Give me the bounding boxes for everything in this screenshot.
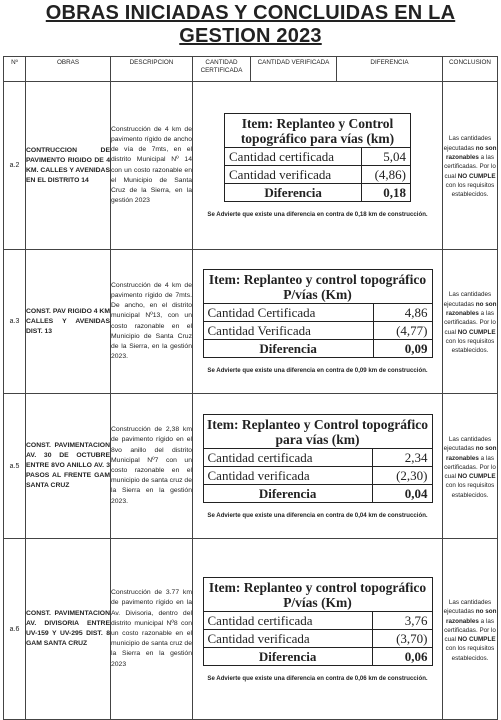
table-row bbox=[4, 82, 498, 250]
conclusion-text-b: no son razonables bbox=[446, 445, 497, 462]
header-obras: OBRAS bbox=[26, 57, 111, 82]
item-quantities bbox=[225, 147, 410, 201]
obra-description: Construcción de 4 km de pavimento rígido de ancho de vía de 7mts, en el distrito Municipal Nº 14 con un costo razonable en el Municipio de Santa Cruz de la Sierra, en la gestión 2023 bbox=[111, 82, 193, 250]
certificada-label: Cantidad Certificada bbox=[204, 304, 374, 322]
certificada-row bbox=[225, 148, 410, 166]
conclusion-text-b: no son razonables bbox=[446, 144, 497, 162]
item-box bbox=[203, 577, 433, 666]
conclusion-text-a: Las cantidades ejecutadas bbox=[443, 598, 492, 616]
conclusion-text-b: no son razonables bbox=[446, 300, 497, 318]
diferencia-value: 0,18 bbox=[362, 184, 410, 202]
conclusion-text-c: a las certificadas. Por lo cual bbox=[444, 154, 496, 180]
header-descripcion: DESCRIPCION bbox=[111, 57, 193, 82]
row-number: a.3 bbox=[4, 250, 26, 394]
difference-note: Se Advierte que existe una diferencia en contra de 0,04 km de construcción. bbox=[207, 511, 428, 519]
conclusion-cell bbox=[443, 82, 498, 250]
table-header-row bbox=[4, 57, 498, 82]
title-line-2: GESTION 2023 bbox=[179, 25, 322, 47]
obra-description: Construcción de 3.77 km de pavimento rígido en la Av. Divisoria, dentro del distrito municipal Nº8 con un costo razonable en el municipio de santa cruz de la Sierra en la gestión 2023 bbox=[111, 539, 193, 720]
diferencia-label: Diferencia bbox=[204, 340, 374, 358]
header-cantidad-verificada: CANTIDAD VERIFICADA bbox=[251, 57, 337, 82]
obra-name: CONST. PAVIMENTACION AV. 30 DE OCTUBRE ENTRE 8VO ANILLO AV. 3 PASOS AL FRENTE GAM SANTA CRUZ bbox=[26, 394, 111, 539]
conclusion-cell bbox=[443, 394, 498, 539]
conclusion-text-e: con los requisitos establecidos. bbox=[445, 337, 495, 355]
conclusion-verdict: NO CUMPLE bbox=[457, 172, 496, 180]
row-number: a.2 bbox=[4, 82, 26, 250]
diferencia-label: Diferencia bbox=[204, 647, 373, 665]
obras-table bbox=[3, 56, 498, 720]
verificada-row bbox=[204, 629, 432, 647]
header-conclusion: CONCLUSION bbox=[443, 57, 498, 82]
title-line-1: OBRAS INICIADAS Y CONCLUIDAS EN LA bbox=[45, 2, 456, 24]
conclusion-text-c: a las certificadas. Por lo cual bbox=[444, 454, 496, 481]
verification-cell bbox=[193, 539, 443, 720]
verificada-row bbox=[225, 166, 410, 184]
diferencia-label: Diferencia bbox=[225, 184, 362, 202]
conclusion-cell bbox=[443, 250, 498, 394]
table-row bbox=[4, 250, 498, 394]
verificada-value: (3,70) bbox=[372, 629, 431, 647]
item-title: Item: Replanteo y Control topográfico para vías (km) bbox=[240, 116, 395, 147]
verification-cell bbox=[193, 82, 443, 250]
diferencia-row bbox=[204, 647, 432, 665]
header-num: Nº bbox=[4, 57, 26, 82]
diferencia-label: Diferencia bbox=[204, 484, 373, 502]
verificada-value: (2,30) bbox=[372, 466, 431, 484]
conclusion-text-c: a las certificadas. Por lo cual bbox=[444, 310, 496, 336]
item-quantities bbox=[204, 303, 432, 357]
diferencia-value: 0,09 bbox=[373, 340, 431, 358]
conclusion-text-c: a las certificadas. Por lo cual bbox=[444, 617, 496, 644]
verificada-label: Cantidad verificada bbox=[225, 166, 362, 184]
item-quantities bbox=[204, 448, 432, 502]
item-quantities bbox=[204, 611, 432, 665]
obra-description: Construcción de 4 km de pavimento rígido de 7mts. De ancho, en el distrito municipal Nº13, con un costo razonable en el Municipio de Santa Cruz de la Sierra, en la gestión 2023. bbox=[111, 250, 193, 394]
verification-cell bbox=[193, 394, 443, 539]
verificada-row bbox=[204, 322, 432, 340]
obra-name: CONST. PAVIMENTACION AV. DIVISORIA ENTRE UV-159 Y UV-295 DIST. 8 GAM SANTA CRUZ bbox=[26, 539, 111, 720]
certificada-value: 5,04 bbox=[362, 148, 410, 166]
difference-note: Se Advierte que existe una diferencia en contra de 0,09 km de construcción. bbox=[207, 367, 428, 375]
table-row bbox=[4, 539, 498, 720]
conclusion-text-a: Las cantidades ejecutadas bbox=[443, 435, 492, 453]
item-box bbox=[203, 414, 433, 503]
table-row bbox=[4, 394, 498, 539]
item-title: Item: Replanteo y control topográfico P/vías (Km) bbox=[208, 579, 427, 610]
verificada-label: Cantidad Verificada bbox=[204, 322, 374, 340]
item-box bbox=[224, 113, 411, 202]
conclusion-text-e: con los requisitos establecidos. bbox=[445, 482, 495, 499]
obra-name: CONTRUCCION DE PAVIMENTO RIGIDO DE 4 KM. CALLES Y AVENIDAS EN EL DISTRITO 14 bbox=[26, 82, 111, 250]
conclusion-verdict: NO CUMPLE bbox=[457, 636, 496, 644]
conclusion-text-a: Las cantidades ejecutadas bbox=[443, 291, 492, 308]
diferencia-row bbox=[225, 184, 410, 202]
certificada-label: Cantidad certificada bbox=[204, 448, 373, 466]
obra-description: Construcción de 2,38 km de pavimento rígido en el 8vo anillo del distrito Municipal Nº7 con un costo razonable en el municipio de santa cruz de la Sierra en la gestión 2023. bbox=[111, 394, 193, 539]
conclusion-verdict: NO CUMPLE bbox=[457, 473, 496, 481]
conclusion-verdict: NO CUMPLE bbox=[457, 328, 496, 336]
header-diferencia: DIFERENCIA bbox=[337, 57, 443, 82]
diferencia-value: 0,06 bbox=[372, 647, 431, 665]
row-number: a.5 bbox=[4, 394, 26, 539]
diferencia-row bbox=[204, 484, 432, 502]
obra-name: CONST. PAV RIGIDO 4 KM CALLES Y AVENIDAS DIST. 13 bbox=[26, 250, 111, 394]
verification-cell bbox=[193, 250, 443, 394]
verificada-label: Cantidad verificada bbox=[204, 466, 373, 484]
verificada-label: Cantidad verificada bbox=[204, 629, 373, 647]
conclusion-text-e: con los requisitos establecidos. bbox=[445, 181, 495, 199]
page-title bbox=[0, 2, 501, 48]
item-title: Item: Replanteo y control topográfico P/vías (Km) bbox=[208, 272, 427, 303]
item-title: Item: Replanteo y Control topográfico para vías (km) bbox=[207, 416, 428, 447]
certificada-row bbox=[204, 304, 432, 322]
conclusion-cell bbox=[443, 539, 498, 720]
verificada-row bbox=[204, 466, 432, 484]
certificada-value: 4,86 bbox=[373, 304, 431, 322]
difference-note: Se Advierte que existe una diferencia en contra de 0,06 km de construcción. bbox=[207, 674, 428, 682]
diferencia-row bbox=[204, 340, 432, 358]
conclusion-text-e: con los requisitos establecidos. bbox=[445, 645, 495, 662]
header-cantidad-certificada: CANTIDAD CERTIFICADA bbox=[193, 57, 251, 82]
item-box bbox=[203, 269, 433, 358]
verificada-value: (4,86) bbox=[362, 166, 410, 184]
certificada-value: 3,76 bbox=[372, 611, 431, 629]
verificada-value: (4,77) bbox=[373, 322, 431, 340]
diferencia-value: 0,04 bbox=[372, 484, 431, 502]
certificada-row bbox=[204, 611, 432, 629]
conclusion-text-b: no son razonables bbox=[446, 608, 497, 625]
certificada-label: Cantidad certificada bbox=[225, 148, 362, 166]
certificada-row bbox=[204, 448, 432, 466]
difference-note: Se Advierte que existe una diferencia en contra de 0,18 km de construcción. bbox=[207, 211, 428, 219]
certificada-label: Cantidad certificada bbox=[204, 611, 373, 629]
row-number: a.6 bbox=[4, 539, 26, 720]
certificada-value: 2,34 bbox=[372, 448, 431, 466]
conclusion-text-a: Las cantidades ejecutadas bbox=[443, 135, 492, 152]
